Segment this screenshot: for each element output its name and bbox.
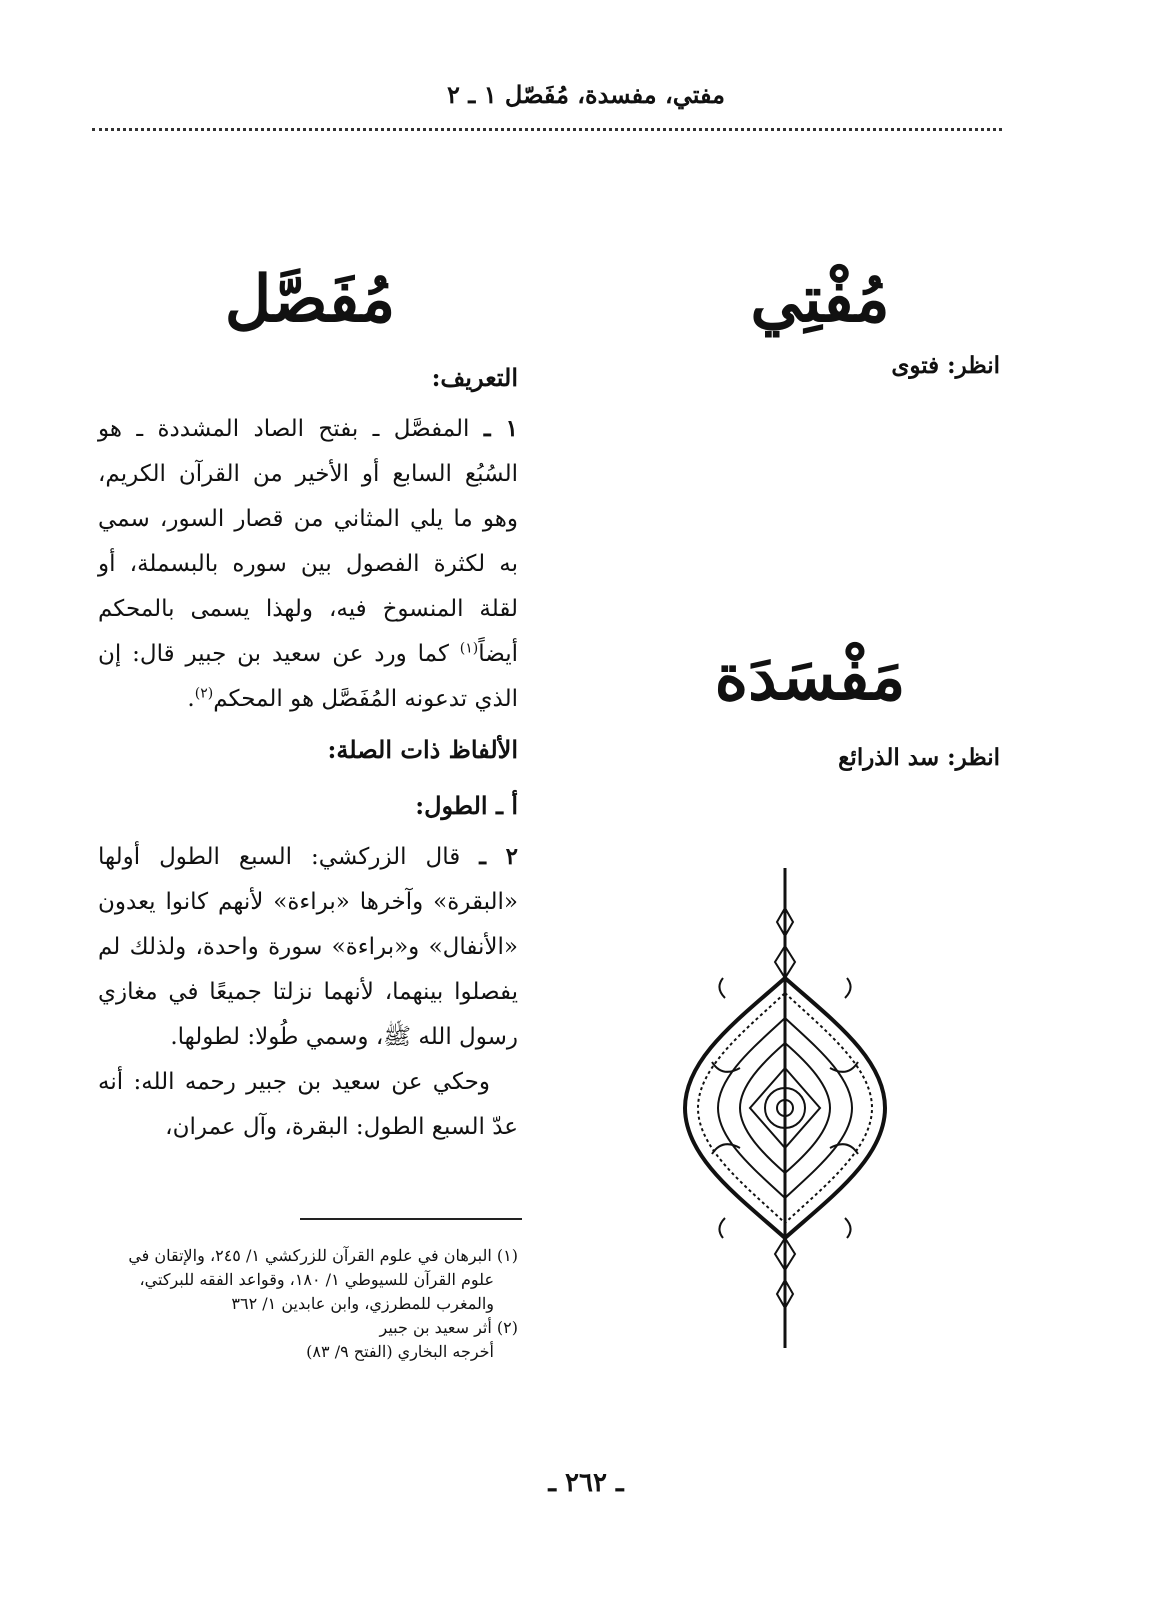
arabesque-ornament-icon <box>680 868 890 1348</box>
entry-title-mafsada: مَفْسَدَة <box>714 640 906 715</box>
see-target: سد الذرائع <box>838 744 940 771</box>
see-target: فتوى <box>891 352 940 379</box>
running-title: مفتي، مفسدة، مُفَصّل ١ ـ ٢ <box>447 80 725 109</box>
entry-title-mufti: مُفْتِي <box>750 262 890 337</box>
paragraph-text: كما ورد عن سعيد بن جبير قال: إن الذي تدعونه المُفَصَّل هو المحكم <box>98 641 518 712</box>
see-also-mafsada <box>640 744 1000 771</box>
footnote-1-line-2: علوم القرآن للسيوطي ١/ ١٨٠، وقواعد الفقه للبركتي، <box>139 1270 494 1289</box>
paragraph-end: . <box>187 686 195 712</box>
definition-heading: التعريف: <box>431 363 518 392</box>
paragraph-text: المفصَّل ـ بفتح الصاد المشددة ـ هو السُبُع السابع أو الأخير من القرآن الكريم، وهو ما يلي المثاني من قصار السور، سمي به لكثرة الفصول بين سوره بالبسملة، أو لقلة المنسوخ فيه، ولهذا يسمى بالمحكم أيضاً <box>98 416 519 667</box>
mufassal-body <box>98 350 518 1150</box>
footnote-1-line-1: (١) البرهان في علوم القرآن للزركشي ١/ ٢٤٥، والإتقان في <box>128 1246 518 1265</box>
footnote-1-line-3: والمغرب للمطرزي، وابن عابدين ١/ ٣٦٢ <box>231 1294 494 1313</box>
paragraph-number: ٢ ـ <box>479 843 518 870</box>
paragraph-3: وحكي عن سعيد بن جبير رحمه الله: أنه عدّ السبع الطول: البقرة، وآل عمران، <box>98 1069 518 1140</box>
footnote-rule <box>300 1218 522 1220</box>
related-terms-heading: الألفاظ ذات الصلة: <box>327 735 518 764</box>
entry-title-mufassal: مُفَصَّل <box>224 262 396 337</box>
subheading-tuwal: أ ـ الطول: <box>415 791 518 820</box>
footnote-2-line-1: (٢) أثر سعيد بن جبير <box>379 1318 518 1337</box>
footnote-ref-1: (١) <box>459 640 479 657</box>
page-number: ـ ٢٦٢ ـ <box>548 1468 624 1498</box>
paragraph-1 <box>98 406 518 722</box>
see-also-mufti <box>640 352 1000 379</box>
footnotes <box>98 1244 518 1364</box>
paragraph-text: قال الزركشي: السبع الطول أولها «البقرة» وآخرها «براءة» لأنهم كانوا يعدون «الأنفال» و«براءة» سورة واحدة، ولذلك لم يفصلوا بينهما، لأنهما نزلتا جميعًا في مغازي رسول الله ﷺ، وسمي طُولا: لطولها. <box>98 844 518 1050</box>
header-dotted-rule <box>92 128 1002 131</box>
footnote-ref-2: (٢) <box>194 685 214 702</box>
paragraph-2 <box>98 834 518 1060</box>
footnote-2-line-2: أخرجه البخاري (الفتح ٩/ ٨٣) <box>306 1342 494 1361</box>
see-label: انظر: <box>947 744 1000 771</box>
see-label: انظر: <box>947 352 1000 379</box>
paragraph-number: ١ ـ <box>483 415 519 442</box>
